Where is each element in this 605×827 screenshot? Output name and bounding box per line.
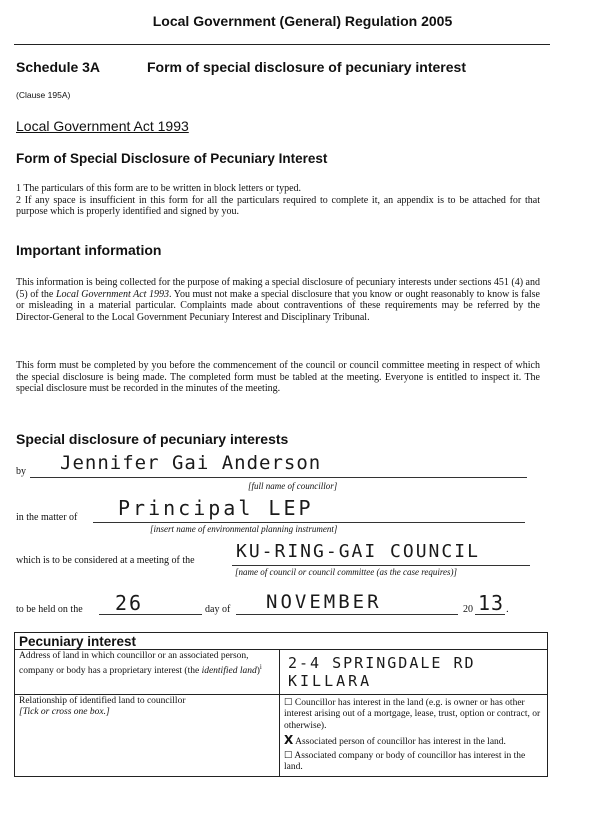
- meeting-month[interactable]: NOVEMBER: [266, 591, 382, 613]
- header-rule: [14, 44, 550, 45]
- meeting-fill-line: [232, 565, 530, 566]
- council-name-caption: [name of council or council committee (as the case requires)]: [235, 567, 458, 577]
- meeting-year[interactable]: 13: [478, 591, 505, 615]
- held-on-label: to be held on the: [16, 604, 83, 615]
- councillor-name-caption: [full name of councillor]: [248, 481, 338, 491]
- by-fill-line: [30, 477, 527, 478]
- identified-land-term: identified land: [201, 665, 257, 676]
- option-text: Councillor has interest in the land (e.g. is owner or has other interest arising out of a mortgage, lease, trust, option or contract, or otherwise).: [284, 698, 541, 731]
- para1-start: This information is being collected for the purpose of making a special disclosure of pecuniary interests under sections 451 (4) and (5) of the: [16, 277, 540, 300]
- act-title: Local Government Act 1993: [16, 118, 189, 134]
- footnote-marker: i: [259, 662, 262, 671]
- address-line-1[interactable]: 2-4 SPRINGDALE RD: [288, 654, 476, 672]
- important-heading: Important information: [16, 242, 162, 258]
- checkbox-icon[interactable]: ☐: [284, 698, 293, 708]
- address-label-close: ): [256, 665, 260, 676]
- form-notes: [16, 183, 540, 218]
- meeting-day[interactable]: 26: [115, 591, 144, 615]
- address-line-2[interactable]: KILLARA: [288, 672, 373, 690]
- year-prefix: 20: [463, 604, 473, 615]
- address-row: [15, 650, 548, 695]
- note-2: 2 If any space is insufficient in this form for all the particulars required to complete it, an appendix is to be attached for that purpose which is properly identified and signed by you.: [16, 194, 540, 217]
- pecuniary-heading-row: [15, 633, 548, 650]
- address-label-text: Address of land in which councillor or an associated person, company or body has a proprietary interest (the: [19, 651, 249, 676]
- relationship-options: [280, 695, 548, 777]
- important-paragraph-2: This form must be completed by you before the commencement of the council or council committee meeting in respect of which the special disclosure is being made. The completed form must be tabled at the meeting. Everyone is entitled to inspect it. The special disclosure must be recorded in the minutes of the meeting.: [16, 360, 540, 395]
- address-label: [15, 650, 280, 695]
- schedule-title: Form of special disclosure of pecuniary interest: [147, 59, 466, 75]
- year-suffix: .: [506, 603, 509, 615]
- pecuniary-heading: Pecuniary interest: [15, 633, 548, 650]
- councillor-name[interactable]: Jennifer Gai Anderson: [60, 452, 322, 474]
- relationship-label-text: Relationship of identified land to councillor: [19, 696, 186, 706]
- regulation-title: Local Government (General) Regulation 2005: [152, 13, 453, 29]
- option-text: Associated person of councillor has interest in the land.: [295, 736, 506, 747]
- form-heading: Form of Special Disclosure of Pecuniary Interest: [16, 151, 328, 166]
- relationship-label: [15, 695, 280, 777]
- para1-act-name: Local Government Act 1993: [55, 288, 170, 300]
- note-1: 1 The particulars of this form are to be written in block letters or typed.: [16, 183, 302, 194]
- matter-fill-line: [93, 522, 525, 523]
- checkbox-icon[interactable]: ☐: [284, 751, 293, 762]
- relationship-instruction: [Tick or cross one box.]: [19, 706, 110, 717]
- option-associated-person[interactable]: [284, 732, 543, 748]
- month-fill-line: [236, 614, 458, 615]
- cross-mark-icon[interactable]: X: [284, 732, 294, 747]
- option-text: Associated company or body of councillor has interest in the land.: [284, 751, 526, 773]
- planning-instrument[interactable]: Principal LEP: [118, 496, 314, 520]
- by-label: by: [16, 466, 26, 477]
- option-associated-company[interactable]: [284, 751, 543, 774]
- important-paragraph-1: [16, 277, 540, 323]
- relationship-row: [15, 695, 548, 777]
- meeting-label: which is to be considered at a meeting of the: [16, 555, 195, 566]
- special-disclosure-heading: Special disclosure of pecuniary interests: [16, 431, 289, 447]
- matter-label: in the matter of: [16, 512, 78, 523]
- option-councillor-interest[interactable]: [284, 698, 543, 732]
- schedule-label: Schedule 3A: [16, 59, 101, 75]
- council-name[interactable]: KU-RING-GAI COUNCIL: [236, 541, 480, 562]
- planning-instrument-caption: [insert name of environmental planning instrument]: [150, 524, 338, 534]
- pecuniary-interest-table: [14, 632, 548, 777]
- address-value-cell[interactable]: [280, 650, 548, 695]
- para1-end: . You must not make a special disclosure that you know or ought reasonably to know is false or misleading in a material particular. Complaints made about contraventions of these requirements may be referred by the Director-General to the Local Government Pecuniary Interest and Disciplinary Tribunal.: [16, 288, 540, 323]
- clause-reference: (Clause 195A): [16, 90, 71, 100]
- day-of-label: day of: [205, 604, 231, 615]
